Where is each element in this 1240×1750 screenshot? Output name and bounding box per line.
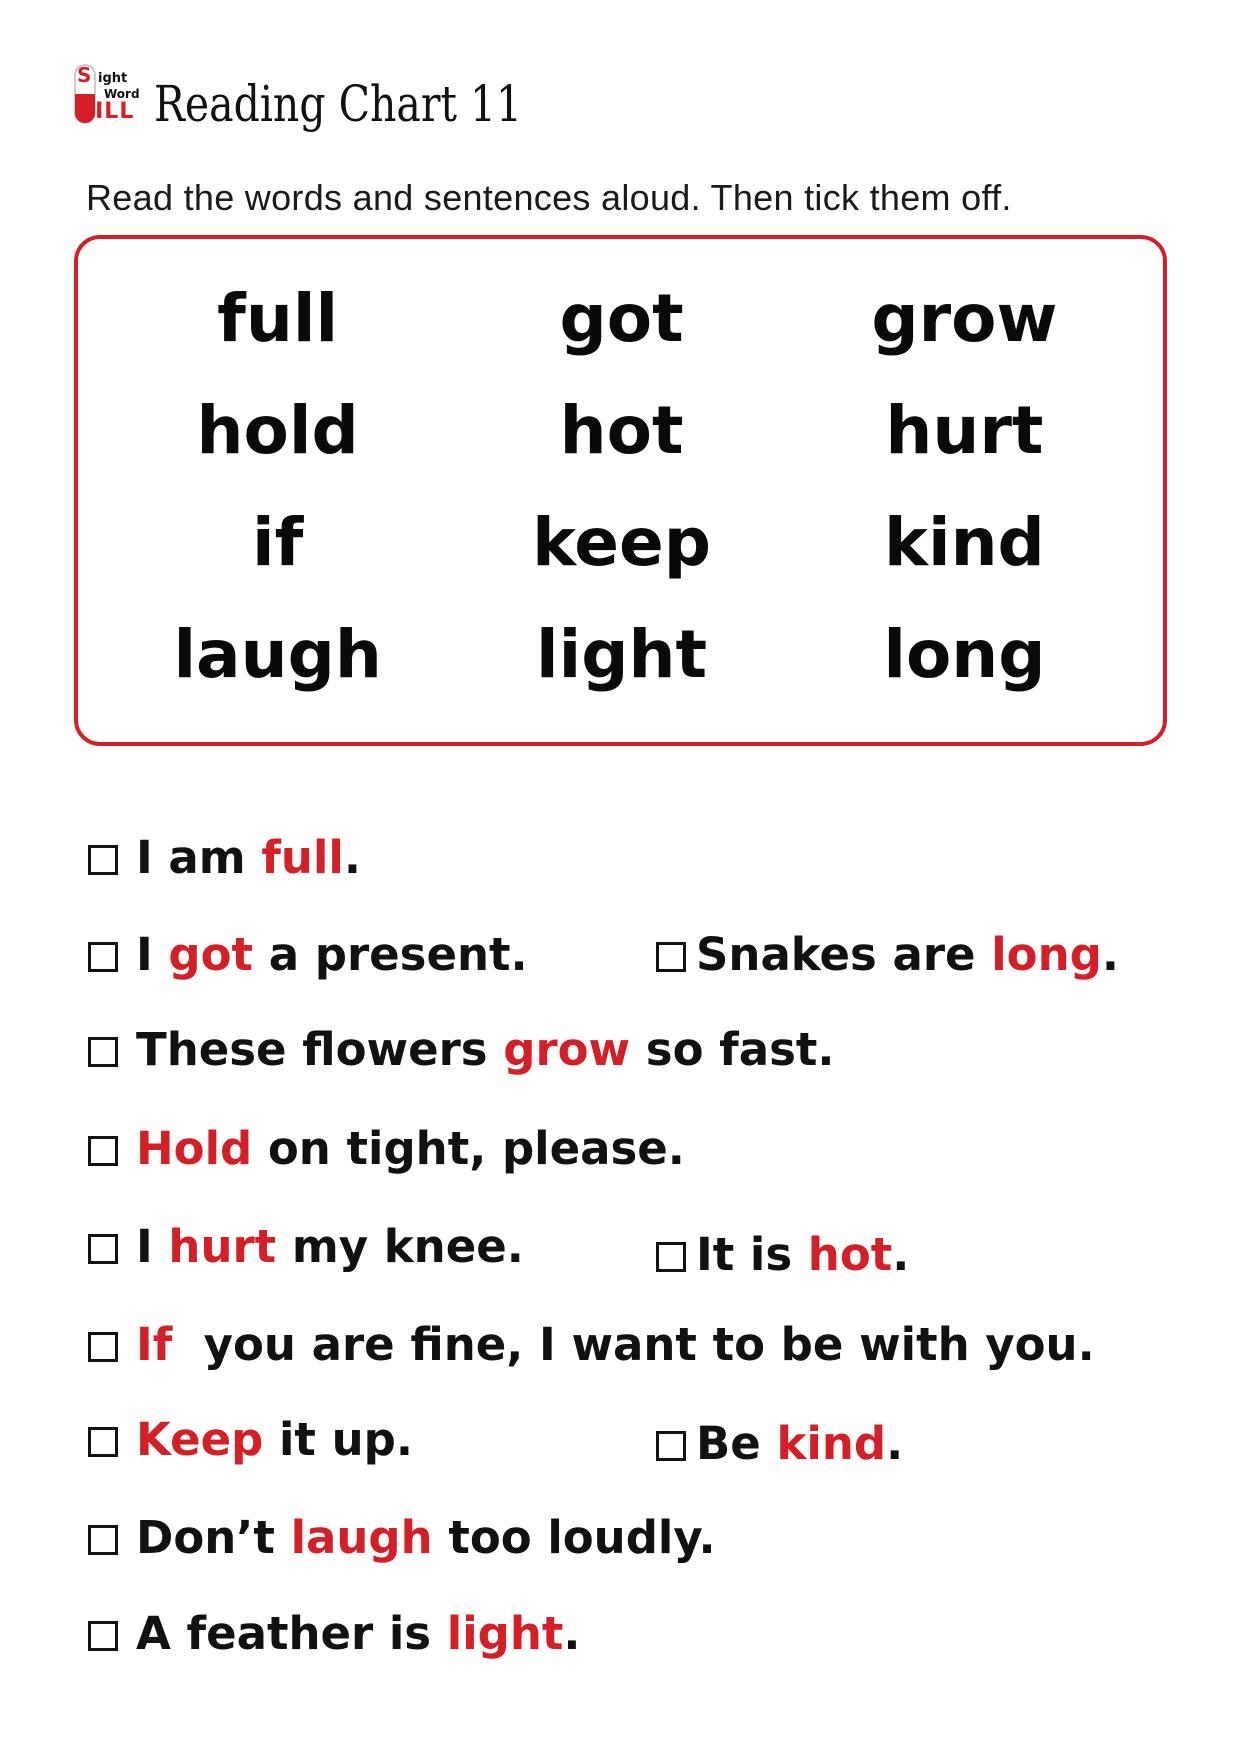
tick-checkbox[interactable]	[88, 1234, 118, 1264]
sentence-text: I	[136, 1220, 169, 1273]
sentence-text: A feather is	[136, 1607, 447, 1660]
word-item: keep	[532, 504, 712, 581]
sight-word-highlight: full	[261, 831, 344, 884]
logo-word: Word	[104, 87, 140, 101]
sentence-text: .	[343, 831, 361, 884]
word-item: long	[883, 616, 1046, 693]
sentence-item	[88, 830, 361, 886]
sight-word-highlight: got	[168, 928, 254, 981]
word-item: grow	[871, 280, 1058, 357]
word-item: hurt	[885, 392, 1044, 469]
word-list-box	[74, 235, 1167, 746]
sentence-text: .	[1101, 928, 1119, 981]
logo-ight: ight	[98, 71, 128, 86]
word-item: got	[559, 280, 684, 357]
word-item: if	[251, 504, 304, 581]
sight-word-pill-logo	[74, 60, 150, 128]
sight-word-highlight: hot	[807, 1228, 893, 1281]
sentence-text: Don’t	[136, 1511, 291, 1564]
sentence-text: you are fine, I want to be with you.	[172, 1318, 1095, 1371]
sentence-item	[88, 1219, 524, 1275]
sight-word-highlight: long	[991, 928, 1102, 981]
word-item: hot	[559, 392, 684, 469]
sight-word-highlight: Hold	[136, 1122, 253, 1175]
tick-checkbox[interactable]	[656, 1431, 686, 1461]
sentence-text: .	[892, 1228, 910, 1281]
tick-checkbox[interactable]	[88, 1621, 118, 1651]
sight-word-highlight: Keep	[136, 1413, 264, 1466]
tick-checkbox[interactable]	[88, 1037, 118, 1067]
tick-checkbox[interactable]	[88, 845, 118, 875]
sight-word-highlight: If	[136, 1318, 173, 1371]
tick-checkbox[interactable]	[88, 1525, 118, 1555]
page-title: Reading Chart 11	[154, 75, 523, 133]
sentence-item	[656, 1416, 903, 1472]
word-item: kind	[884, 504, 1045, 581]
sentence-item	[656, 1227, 909, 1283]
sentence-item	[88, 1510, 716, 1566]
sentence-item	[656, 927, 1119, 983]
sight-word-highlight: hurt	[168, 1220, 277, 1273]
logo-s: S	[77, 63, 92, 87]
tick-checkbox[interactable]	[88, 1136, 118, 1166]
instruction-text: Read the words and sentences aloud. Then tick them off.	[86, 177, 1012, 218]
tick-checkbox[interactable]	[656, 1242, 686, 1272]
word-item: laugh	[173, 616, 382, 693]
sentence-item	[88, 1022, 835, 1078]
sight-word-highlight: laugh	[290, 1511, 433, 1564]
sentence-text: These flowers	[136, 1023, 504, 1076]
sentence-text: It is	[696, 1228, 808, 1281]
sentence-text: it up.	[263, 1413, 413, 1466]
tick-checkbox[interactable]	[88, 1332, 118, 1362]
sight-word-highlight: light	[446, 1607, 564, 1660]
word-item: hold	[196, 392, 359, 469]
logo-pill-text: PILL	[78, 99, 135, 124]
sight-word-highlight: kind	[776, 1417, 887, 1470]
word-item: full	[217, 280, 339, 357]
sentence-text: I am	[136, 831, 262, 884]
sentence-item	[88, 927, 528, 983]
tick-checkbox[interactable]	[88, 942, 118, 972]
sentence-text: I	[136, 928, 169, 981]
sentence-text: Be	[696, 1417, 777, 1470]
sight-word-highlight: grow	[503, 1023, 631, 1076]
word-item: light	[536, 616, 708, 693]
sentence-text: so fast.	[630, 1023, 835, 1076]
tick-checkbox[interactable]	[88, 1427, 118, 1457]
sentence-text: a present.	[253, 928, 528, 981]
sentence-text: on tight, please.	[252, 1122, 685, 1175]
sentence-text: .	[886, 1417, 904, 1470]
tick-checkbox[interactable]	[656, 942, 686, 972]
sentence-item	[88, 1606, 580, 1662]
sentence-text: too loudly.	[432, 1511, 716, 1564]
sentence-text: Snakes are	[696, 928, 992, 981]
sentence-item	[88, 1121, 685, 1177]
sentence-text: my knee.	[276, 1220, 524, 1273]
sentence-item	[88, 1317, 1095, 1373]
sentence-text: .	[563, 1607, 581, 1660]
word-grid	[78, 263, 1163, 711]
sentence-item	[88, 1412, 413, 1468]
